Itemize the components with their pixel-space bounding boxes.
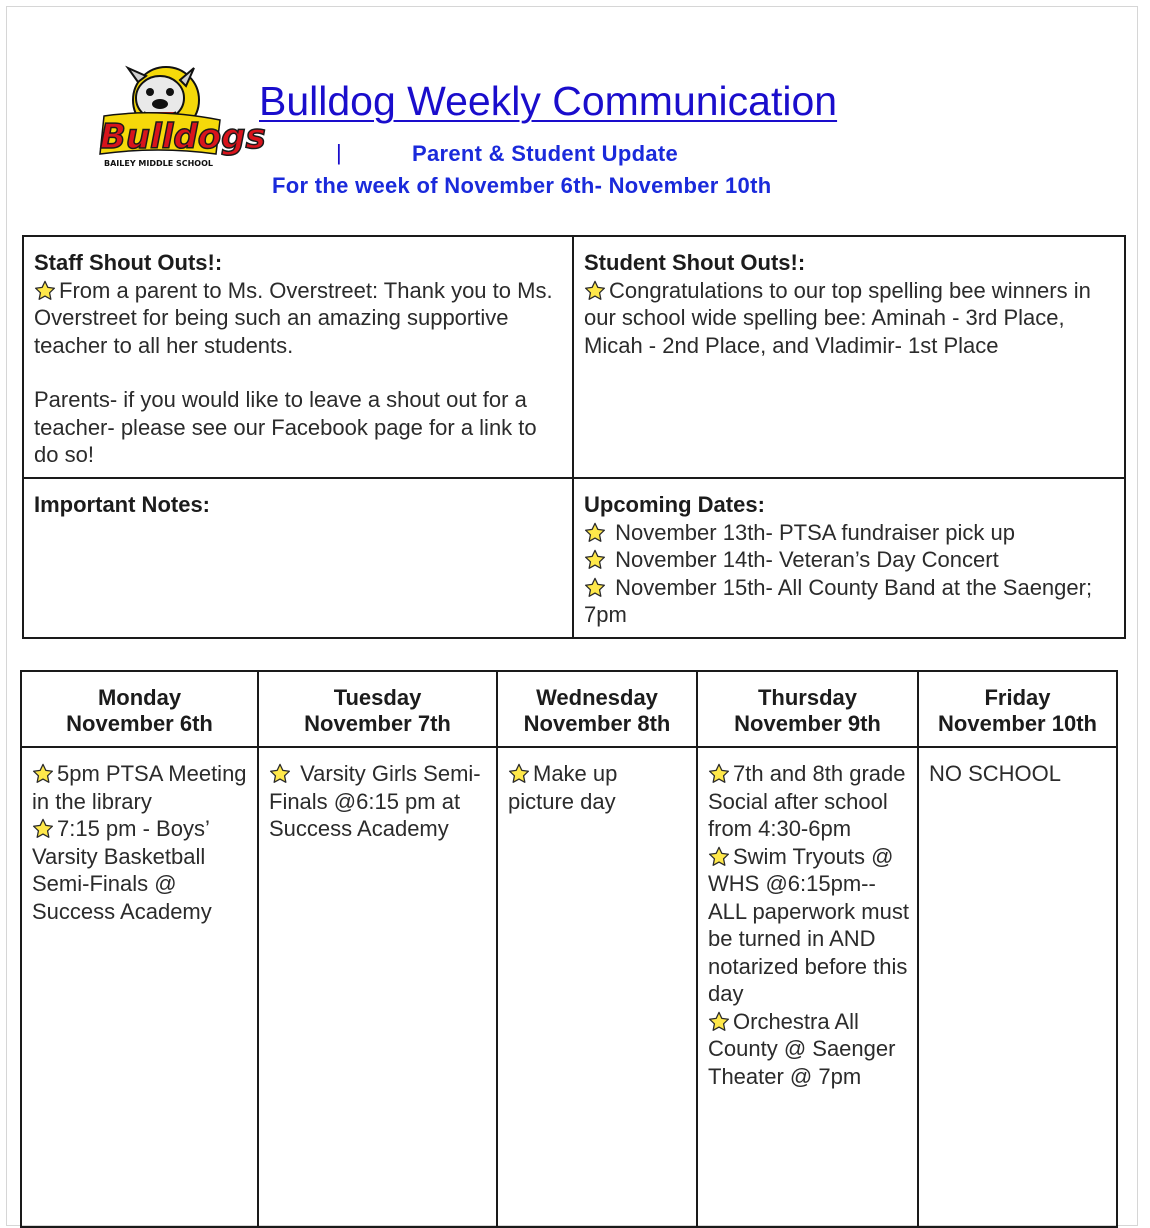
day-cell-friday [918, 747, 1117, 1227]
star-icon [584, 549, 606, 570]
star-icon [584, 280, 606, 301]
star-icon [32, 763, 54, 784]
event-item: 7:15 pm - Boys’ Varsity Basketball Semi-Finals @ Success Academy [32, 816, 212, 924]
logo-wordmark: Bulldogs [100, 117, 266, 157]
day-cell-wednesday [497, 747, 697, 1227]
day-header-monday: Monday November 6th [21, 671, 258, 747]
upcoming-dates-heading: Upcoming Dates: [584, 492, 765, 517]
staff-shoutouts-heading: Staff Shout Outs!: [34, 250, 223, 275]
star-icon [32, 818, 54, 839]
upcoming-date-item: November 13th- PTSA fundraiser pick up [584, 519, 1114, 547]
star-icon [708, 763, 730, 784]
logo-school-name: BAILEY MIDDLE SCHOOL [104, 159, 213, 168]
event-item: Make up picture day [508, 761, 618, 814]
header-separator: | [336, 140, 342, 165]
important-notes-cell [23, 478, 573, 638]
staff-shoutout-text: From a parent to Ms. Overstreet: Thank you to Ms. Overstreet for being such an amazing supportive teacher to all her students. [34, 277, 553, 358]
student-shoutout-text: Congratulations to our top spelling bee winners in our school wide spelling bee: Aminah - 3rd Place, Micah - 2nd Place, and Vladimir- 1st Place [584, 277, 1091, 358]
page-title-link[interactable]: Bulldog Weekly Communication [259, 78, 838, 124]
star-icon [269, 763, 291, 784]
student-shoutout-item [584, 277, 1114, 360]
bulldog-logo [88, 62, 266, 174]
subtitle: Parent & Student Update [412, 141, 679, 166]
star-icon [584, 577, 606, 598]
staff-shoutouts-cell [23, 236, 573, 478]
student-shoutouts-heading: Student Shout Outs!: [584, 250, 806, 275]
event-item: Swim Tryouts @ WHS @6:15pm--ALL paperwork must be turned in AND notarized before this day [708, 843, 909, 1006]
upcoming-date-item: November 15th- All County Band at the Saenger; 7pm [584, 574, 1093, 627]
day-header-friday: Friday November 10th [918, 671, 1117, 747]
star-icon [508, 763, 530, 784]
weekly-schedule-table [20, 670, 1118, 1228]
star-icon [584, 522, 606, 543]
shoutouts-table [22, 235, 1126, 639]
day-cell-monday [21, 747, 258, 1227]
important-notes-heading: Important Notes: [34, 492, 210, 517]
star-icon [708, 1011, 730, 1032]
day-cell-thursday [697, 747, 918, 1227]
day-header-tuesday: Tuesday November 7th [258, 671, 497, 747]
no-school-text: NO SCHOOL [929, 761, 1062, 786]
week-range: For the week of November 6th- November 10th [272, 173, 772, 198]
day-header-thursday: Thursday November 9th [697, 671, 918, 747]
event-item: Varsity Girls Semi-Finals @6:15 pm at Success Academy [269, 761, 481, 841]
upcoming-date-item: November 14th- Veteran’s Day Concert [584, 546, 1114, 574]
star-icon [708, 846, 730, 867]
staff-shoutout-note: Parents- if you would like to leave a shout out for a teacher- please see our Facebook page for a link to do so! [34, 387, 537, 467]
student-shoutouts-cell [573, 236, 1125, 478]
day-header-wednesday: Wednesday November 8th [497, 671, 697, 747]
upcoming-dates-cell [573, 478, 1125, 638]
event-item: 5pm PTSA Meeting in the library [32, 761, 247, 814]
staff-shoutout-item [34, 277, 562, 360]
star-icon [34, 280, 56, 301]
day-cell-tuesday [258, 747, 497, 1227]
event-item: 7th and 8th grade Social after school from 4:30-6pm [708, 761, 906, 841]
event-item: Orchestra All County @ Saenger Theater @ 7pm [708, 1008, 896, 1089]
